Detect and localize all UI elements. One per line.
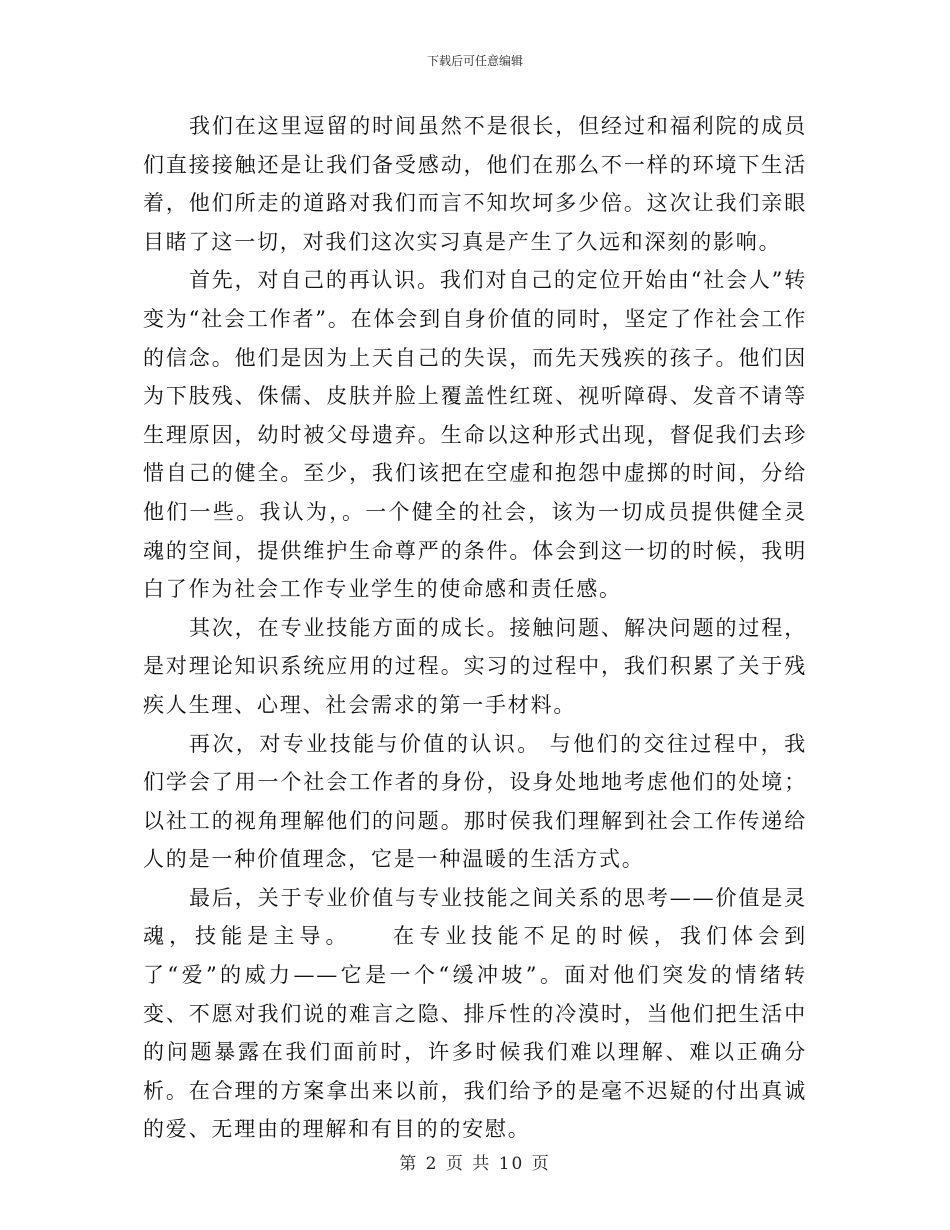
paragraph: 最后，关于专业价值与专业技能之间关系的思考——价值是灵魂，技能是主导。 在专业技能不足的时候，我们体会到了“爱”的威力——它是一个“缓冲坡”。面对他们突发的情绪转变、不愿对我们说的难言之隐、排斥性的冷漠时，当他们把生活中的问题暴露在我们面前时，许多时候我们难以理解、难以正确分析。在合理的方案拿出来以前，我们给予的是毫不迟疑的付出真诚的爱、无理由的理解和有目的的安慰。 — [143, 885, 807, 1142]
paragraph: 再次，对专业技能与价值的认识。 与他们的交往过程中，我们学会了用一个社会工作者的身份，设身处地地考虑他们的处境；以社工的视角理解他们的问题。那时侯我们理解到社会工作传递给人的是一种价值理念，它是一种温暖的生活方式。 — [143, 731, 807, 872]
paragraph: 其次，在专业技能方面的成长。接触问题、解决问题的过程，是对理论知识系统应用的过程。实习的过程中，我们积累了关于残疾人生理、心理、社会需求的第一手材料。 — [143, 615, 807, 717]
page-number: 第 2 页 共 10 页 — [399, 1154, 551, 1174]
paragraph: 我们在这里逗留的时间虽然不是很长，但经过和福利院的成员们直接接触还是让我们备受感动，他们在那么不一样的环境下生活着，他们所走的道路对我们而言不知坎坷多少倍。这次让我们亲眼目睹了这一切，对我们这次实习真是产生了久远和深刻的影响。 — [143, 114, 807, 254]
paragraph: 首先，对自己的再认识。我们对自己的定位开始由“社会人”转变为“社会工作者”。在体会到自身价值的同时，坚定了作社会工作的信念。他们是因为上天自己的失误，而先天残疾的孩子。他们因为下肢残、侏儒、皮肤并脸上覆盖性红斑、视听障碍、发音不请等生理原因，幼时被父母遗弃。生命以这种形式出现，督促我们去珍惜自己的健全。至少，我们该把在空虚和抱怨中虚掷的时间，分给他们一些。我认为，。一个健全的社会，该为一切成员提供健全灵魂的空间，提供维护生命尊严的条件。体会到这一切的时候，我明白了作为社会工作专业学生的使命感和责任感。 — [143, 268, 807, 602]
page-header-note: 下载后可任意编辑 — [426, 54, 523, 68]
document-body — [143, 107, 807, 1149]
